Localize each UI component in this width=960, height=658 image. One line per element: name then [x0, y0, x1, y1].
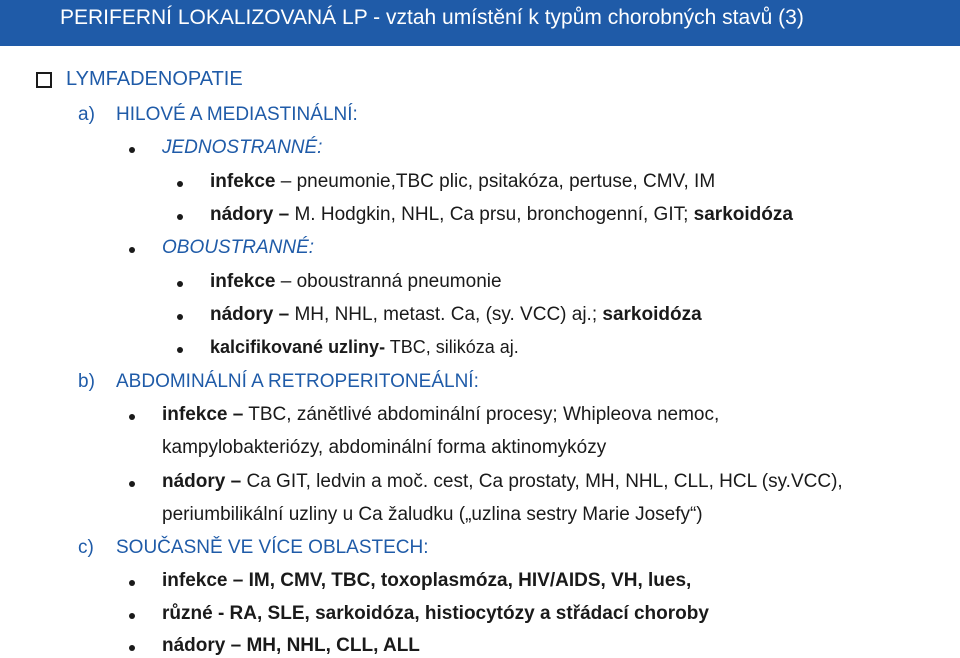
- bullet-icon: [129, 645, 135, 651]
- bilateral-label: OBOUSTRANNÉ:: [162, 237, 315, 258]
- bullet-icon: [129, 414, 135, 420]
- bullet-icon: [177, 347, 183, 353]
- bilateral-infection-line: [210, 271, 502, 293]
- unilateral-label: JEDNOSTRANNÉ:: [162, 137, 323, 158]
- multi-area-item-2: různé - RA, SLE, sarkoidóza, histiocytózy a střádací choroby: [162, 603, 709, 624]
- tumor-extra: sarkoidóza: [693, 204, 793, 225]
- infection-text: TBC, zánětlivé abdominální procesy; Whipleova nemoc,: [243, 404, 720, 425]
- bullet-icon: [129, 247, 135, 253]
- subsection-b-label: ABDOMINÁLNÍ A RETROPERITONEÁLNÍ:: [116, 371, 479, 392]
- marker-b: b): [78, 371, 95, 392]
- tumor-term: nádory –: [210, 304, 290, 325]
- infection-text: – oboustranná pneumonie: [275, 271, 502, 292]
- infection-term: infekce: [210, 171, 276, 192]
- calc-text: TBC, silikóza aj.: [385, 337, 519, 357]
- checkbox-icon: [36, 72, 52, 88]
- bullet-icon: [129, 580, 135, 586]
- section-heading: LYMFADENOPATIE: [66, 68, 243, 90]
- tumor-text: Ca GIT, ledvin a moč. cest, Ca prostaty, MH, NHL, CLL, HCL (sy.VCC),: [241, 471, 843, 492]
- infection-term: infekce: [210, 271, 276, 292]
- infection-text: – pneumonie,TBC plic, psitakóza, pertuse, CMV, IM: [275, 171, 716, 192]
- bullet-icon: [177, 214, 183, 220]
- subsection-c-label: SOUČASNĚ VE VÍCE OBLASTECH:: [116, 537, 429, 558]
- multi-area-item-3: nádory – MH, NHL, CLL, ALL: [162, 635, 420, 656]
- tumor-term: nádory –: [162, 471, 242, 492]
- tumor-text: MH, NHL, metast. Ca, (sy. VCC) aj.;: [289, 304, 603, 325]
- unilateral-infection-line: [210, 171, 715, 193]
- marker-a: a): [78, 104, 95, 125]
- infection-term: infekce –: [162, 404, 244, 425]
- subsection-a-label: HILOVÉ A MEDIASTINÁLNÍ:: [116, 104, 358, 125]
- abdominal-infection-line: [162, 404, 719, 426]
- tumor-extra: sarkoidóza: [602, 304, 702, 325]
- bullet-icon: [129, 613, 135, 619]
- title-bar: [0, 0, 960, 46]
- bullet-icon: [177, 181, 183, 187]
- calcified-nodes-line: [210, 337, 519, 358]
- bullet-icon: [129, 147, 135, 153]
- abdominal-tumor-line: [162, 471, 843, 493]
- tumor-text: M. Hodgkin, NHL, Ca prsu, bronchogenní, GIT;: [289, 204, 694, 225]
- marker-c: c): [78, 537, 94, 558]
- multi-area-item-1: infekce – IM, CMV, TBC, toxoplasmóza, HIV/AIDS, VH, lues,: [162, 570, 692, 591]
- bullet-icon: [177, 281, 183, 287]
- bullet-icon: [177, 314, 183, 320]
- page-title: PERIFERNÍ LOKALIZOVANÁ LP - vztah umístění k typům chorobných stavů (3): [60, 6, 804, 29]
- abdominal-infection-line-2: kampylobakteriózy, abdominální forma aktinomykózy: [162, 437, 607, 458]
- abdominal-tumor-line-2: periumbilikální uzliny u Ca žaludku („uzlina sestry Marie Josefy“): [162, 504, 703, 525]
- calc-term: kalcifikované uzliny-: [210, 337, 386, 357]
- bullet-icon: [129, 481, 135, 487]
- tumor-term: nádory –: [210, 204, 290, 225]
- unilateral-tumor-line: [210, 204, 793, 226]
- bilateral-tumor-line: [210, 304, 702, 326]
